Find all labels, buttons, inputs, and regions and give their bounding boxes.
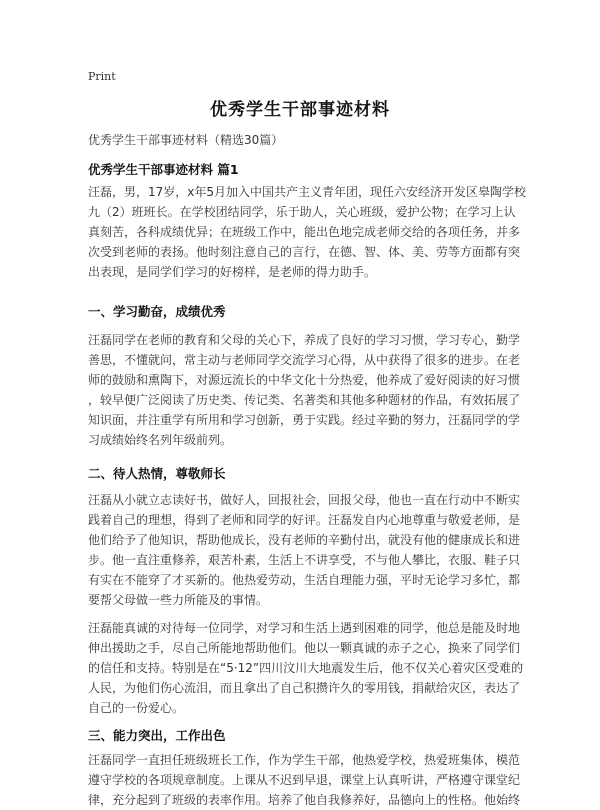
paragraph-line: 习成绩始终名列年级前列。 (88, 433, 233, 447)
paragraph-line: 他们给予了他知识，帮助他成长，没有老师的辛勤付出，就没有他的健康成长和进 (88, 533, 521, 547)
paragraph-4 (88, 750, 521, 810)
paragraph-1 (88, 330, 521, 450)
paragraph-line: 律，充分起到了班级的表率作用。培养了他自我修养好，品德向上的性格。他始终 (88, 793, 521, 807)
paragraph-line: ，较早便广泛阅读了历史类、传记类、名著类和其他多种题材的作品，有效拓展了 (88, 393, 521, 407)
paragraph-line: 遵守学校的各项规章制度。上课从不迟到早退，课堂上认真听讲，严格遵守课堂纪 (88, 773, 521, 787)
paragraph-line: 汪磊能真诚的对待每一位同学，对学习和生活上遇到困难的同学，他总是能及时地 (88, 621, 521, 635)
paragraph-line: 伸出援助之手，尽自己所能地帮助他们。他以一颗真诚的赤子之心，换来了同学们 (88, 641, 521, 655)
paragraph-2 (88, 490, 521, 610)
document-subtitle: 优秀学生干部事迹材料（精选30篇） (88, 133, 284, 147)
section-heading-1: 一、学习勤奋，成绩优秀 (88, 304, 226, 319)
paragraph-line: 有实在不能穿了才买新的。他热爱劳动，生活自理能力强，平时无论学习多忙，都 (88, 573, 521, 587)
paragraph-line: 汪磊从小就立志读好书，做好人，回报社会，回报父母，他也一直在行动中不断实 (88, 493, 521, 507)
article-heading: 优秀学生干部事迹材料 篇1 (88, 162, 239, 177)
paragraph-line: 善思，不懂就问，常主动与老师同学交流学习心得，从中获得了很多的进步。在老 (88, 353, 521, 367)
paragraph-line: 汪磊，男，17岁，x年5月加入中国共产主义青年团，现任六安经济开发区皋陶学校 (88, 185, 527, 199)
print-label[interactable]: Print (88, 70, 116, 83)
paragraph-line: 人民，为他们伤心流泪，而且拿出了自己积攒许久的零用钱，捐献给灾区，表达了 (88, 681, 521, 695)
paragraph-line: 出表现，是同学们学习的好榜样，是老师的得力助手。 (88, 265, 377, 279)
paragraph-line: 步。他一直注重修养，艰苦朴素，生活上不讲享受，不与他人攀比，衣服、鞋子只 (88, 553, 521, 567)
paragraph-line: 要帮父母做一些力所能及的事情。 (88, 593, 269, 607)
paragraph-3 (88, 618, 524, 718)
paragraph-line: 真刻苦，各科成绩优异；在班级工作中，能出色地完成老师交给的各项任务，并多 (88, 225, 521, 239)
paragraph-line: 汪磊同学在老师的教育和父母的关心下，养成了良好的学习习惯，学习专心，勤学 (88, 333, 521, 347)
paragraph-line: 次受到老师的表扬。他时刻注意自己的言行，在德、智、体、美、劳等方面都有突 (88, 245, 521, 259)
section-heading-2: 二、待人热情，尊敬师长 (88, 466, 226, 481)
page-title: 优秀学生干部事迹材料 (210, 100, 390, 120)
section-heading-3: 三、能力突出，工作出色 (88, 728, 226, 743)
paragraph-line: 九（2）班班长。在学校团结同学，乐于助人，关心班级，爱护公物；在学习上认 (88, 205, 516, 219)
paragraph-line: 知识面，并注重学有所用和学习创新，勇于实践。经过辛勤的努力，汪磊同学的学 (88, 413, 521, 427)
paragraph-line: 汪磊同学一直担任班级班长工作，作为学生干部，他热爱学校，热爱班集体，模范 (88, 753, 521, 767)
paragraph-line: 自己的一份爱心。 (88, 701, 185, 715)
paragraph-line: 践着自己的理想，得到了老师和同学的好评。汪磊发自内心地尊重与敬爱老师，是 (88, 513, 521, 527)
intro-paragraph (88, 182, 527, 282)
paragraph-line: 的信任和支持。特别是在“5·12”四川汶川大地震发生后，他不仅关心着灾区受难的 (88, 661, 524, 675)
paragraph-line: 师的鼓励和熏陶下，对源远流长的中华文化十分热爱，他养成了爱好阅读的好习惯 (88, 373, 521, 387)
